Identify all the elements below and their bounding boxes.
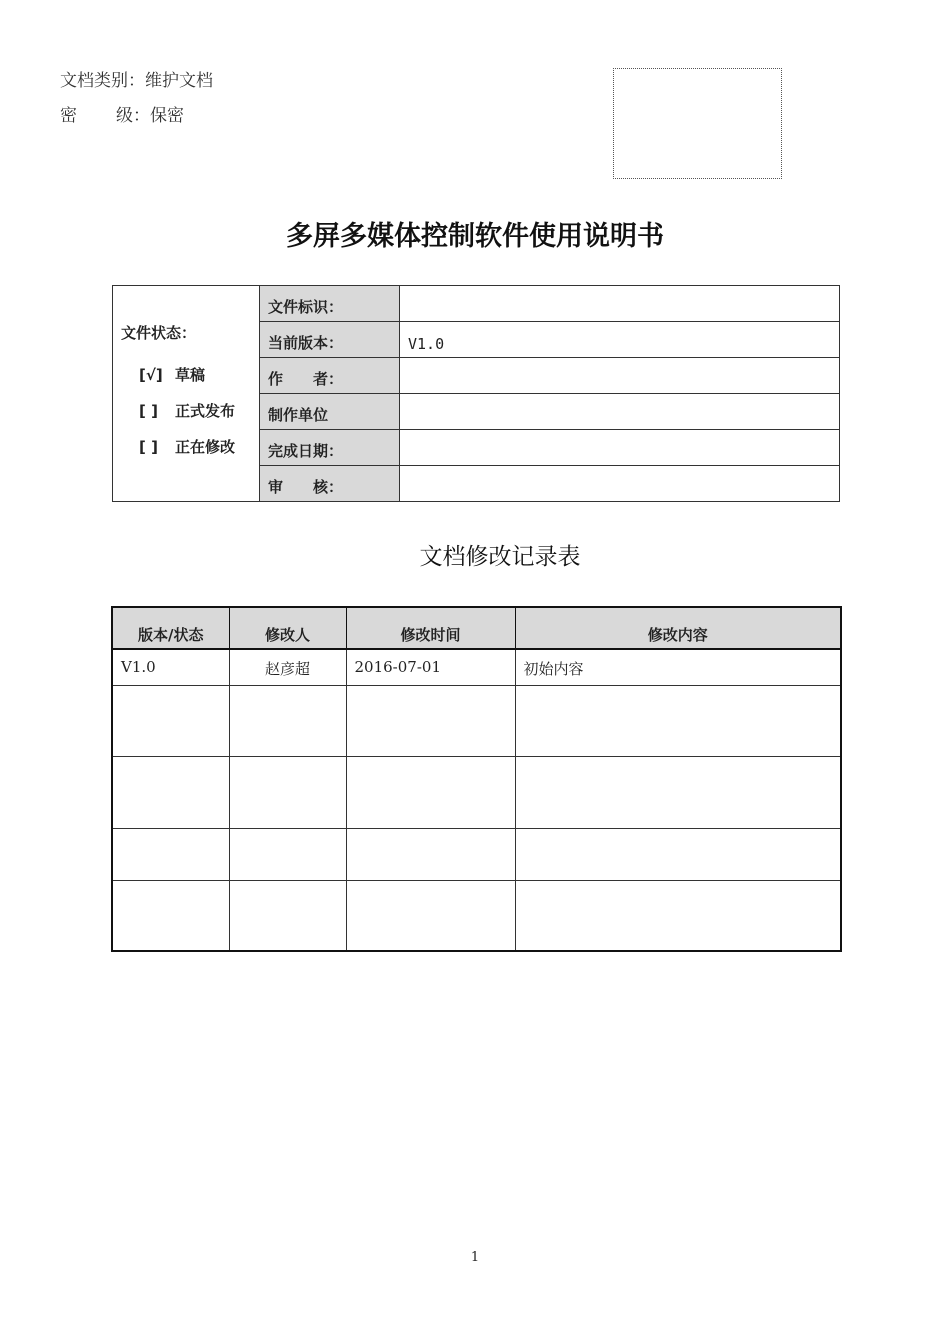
rev-cell-time bbox=[346, 685, 515, 756]
secret-level bbox=[60, 101, 184, 126]
rev-header-version: 版本/状态 bbox=[112, 607, 229, 649]
info-label-author: 作 者： bbox=[260, 358, 400, 394]
rev-cell-content bbox=[515, 828, 841, 880]
file-status-title: 文件状态： bbox=[121, 324, 197, 342]
rev-cell-version bbox=[112, 880, 229, 951]
rev-cell-version bbox=[112, 756, 229, 828]
info-value-file-id bbox=[400, 286, 840, 322]
rev-cell-content bbox=[515, 685, 841, 756]
rev-header-content: 修改内容 bbox=[515, 607, 841, 649]
info-label-completion-date: 完成日期： bbox=[260, 430, 400, 466]
status-option-draft[interactable] bbox=[121, 357, 259, 393]
revision-record-table bbox=[111, 606, 842, 952]
rev-cell-editor bbox=[229, 828, 346, 880]
status-checkbox: [ ] bbox=[139, 402, 158, 420]
rev-cell-content bbox=[515, 756, 841, 828]
secret-level-label-b: 级： bbox=[116, 106, 150, 126]
file-status-cell bbox=[113, 286, 260, 502]
info-value-author bbox=[400, 358, 840, 394]
rev-cell-editor bbox=[229, 880, 346, 951]
rev-cell-editor bbox=[229, 756, 346, 828]
table-row bbox=[112, 685, 841, 756]
rev-cell-version bbox=[112, 685, 229, 756]
rev-header-editor: 修改人 bbox=[229, 607, 346, 649]
table-row bbox=[112, 828, 841, 880]
info-value-completion-date bbox=[400, 430, 840, 466]
table-row bbox=[112, 756, 841, 828]
status-option-modifying[interactable] bbox=[121, 429, 259, 465]
secret-level-label-a: 密 bbox=[60, 106, 77, 126]
info-value-version: V1.0 bbox=[400, 322, 840, 358]
info-value-review bbox=[400, 466, 840, 502]
status-checkbox: [ ] bbox=[139, 438, 158, 456]
rev-cell-time bbox=[346, 828, 515, 880]
info-label-review: 审 核： bbox=[260, 466, 400, 502]
status-option-released[interactable] bbox=[121, 393, 259, 429]
table-row bbox=[112, 649, 841, 685]
page-number: 1 bbox=[470, 1250, 480, 1265]
info-label-version: 当前版本： bbox=[260, 322, 400, 358]
revision-table-title: 文档修改记录表 bbox=[419, 544, 581, 570]
status-option-label: 正式发布 bbox=[175, 402, 236, 420]
doc-category-label: 文档类别： bbox=[60, 71, 145, 91]
rev-cell-time bbox=[346, 880, 515, 951]
rev-cell-version: V1.0 bbox=[112, 649, 229, 685]
doc-category-value: 维护文档 bbox=[145, 71, 213, 91]
status-option-label: 正在修改 bbox=[175, 438, 236, 456]
info-label-organization: 制作单位 bbox=[260, 394, 400, 430]
status-checkbox: [√] bbox=[139, 366, 163, 384]
info-label-file-id: 文件标识： bbox=[260, 286, 400, 322]
rev-cell-editor bbox=[229, 685, 346, 756]
table-row bbox=[112, 880, 841, 951]
rev-header-time: 修改时间 bbox=[346, 607, 515, 649]
document-info-table bbox=[112, 285, 840, 502]
document-title: 多屏多媒体控制软件使用说明书 bbox=[286, 221, 664, 252]
rev-cell-editor: 赵彦超 bbox=[229, 649, 346, 685]
rev-cell-version bbox=[112, 828, 229, 880]
secret-level-value: 保密 bbox=[150, 106, 184, 126]
stamp-placeholder-box bbox=[613, 68, 782, 179]
status-option-label: 草稿 bbox=[175, 366, 206, 384]
info-value-organization bbox=[400, 394, 840, 430]
rev-cell-time: 2016-07-01 bbox=[346, 649, 515, 685]
rev-cell-content: 初始内容 bbox=[515, 649, 841, 685]
rev-cell-content bbox=[515, 880, 841, 951]
rev-cell-time bbox=[346, 756, 515, 828]
doc-category bbox=[60, 66, 213, 91]
